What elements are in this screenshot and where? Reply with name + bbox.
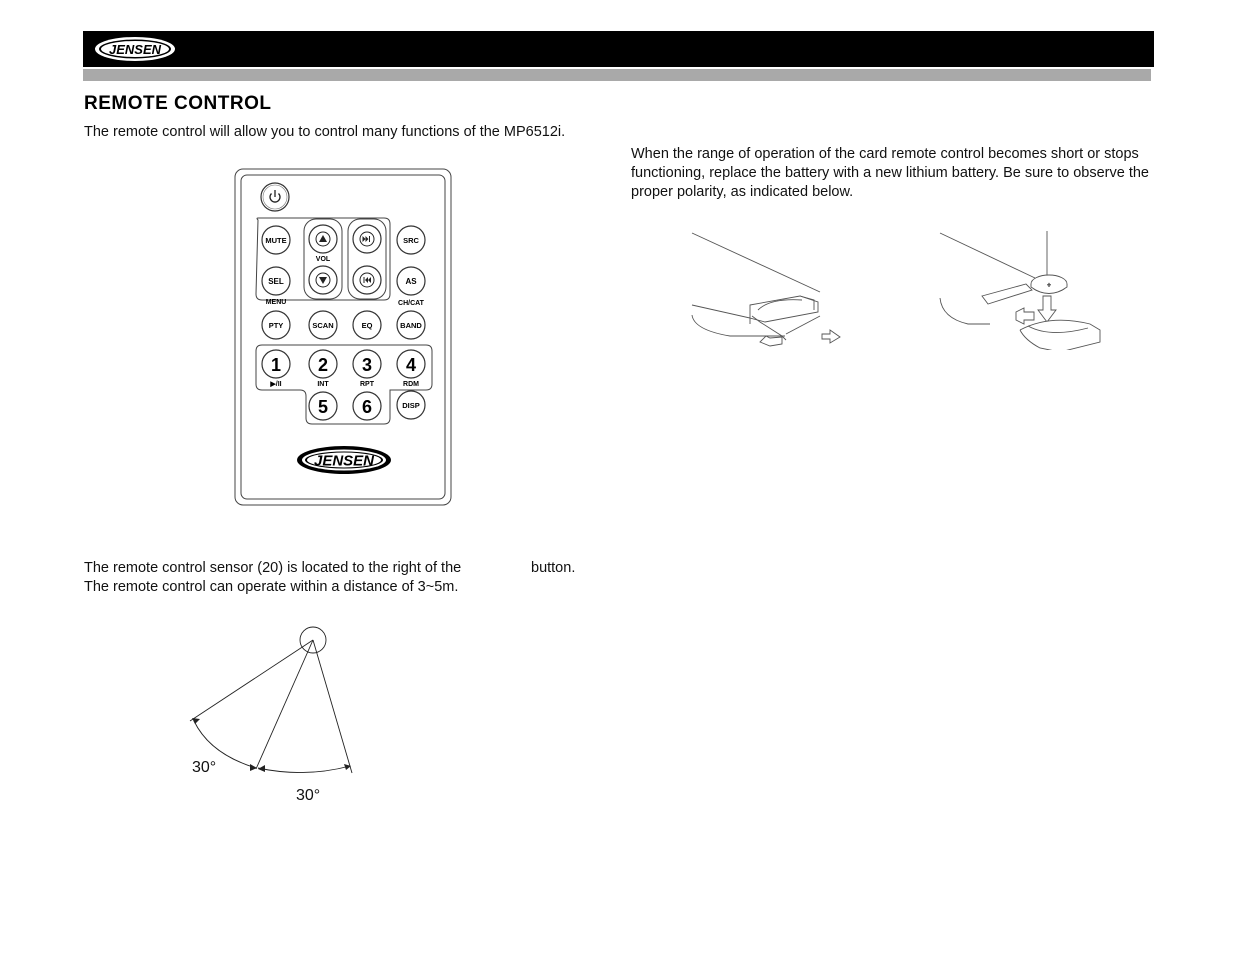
svg-text:+: + (1047, 283, 1051, 289)
prev-track-button (353, 266, 381, 294)
pull-arrow-icon (822, 330, 840, 343)
remote-jensen-logo (297, 446, 391, 474)
header-rule (83, 69, 1151, 81)
remote-control-illustration (234, 168, 454, 508)
src-button (397, 226, 425, 254)
vol-label: VOL (315, 256, 331, 263)
right-battery-slot (982, 284, 1032, 304)
rdm-label: RDM (403, 381, 419, 388)
jensen-logo (93, 34, 177, 64)
number-2-label: 2 (317, 355, 329, 375)
number-4-button (397, 350, 425, 378)
right-remote-bottom-edge (940, 298, 990, 324)
battery-replacement-illustration (690, 230, 1160, 350)
next-track-button (353, 225, 381, 253)
battery-text: When the range of operation of the card remote control becomes short or stops functioning, replace the battery with a new lithium battery. Be sure to observe the proper polarity, as indicated below. (631, 146, 1149, 200)
sensor-text-c: The remote control can operate within a distance of 3~5m. (84, 579, 459, 595)
remote-logo-text: JENSEN (313, 452, 375, 470)
sel-label: SEL (268, 277, 284, 286)
band-button (397, 311, 425, 339)
number-5-button (309, 392, 337, 420)
rpt-label: RPT (360, 381, 374, 388)
logo-text: JENSEN (108, 42, 162, 57)
push-arrow-icon (760, 336, 782, 346)
header-bar (83, 31, 1154, 67)
power-button (261, 183, 289, 211)
left-angle-label: 30° (192, 759, 217, 776)
sel-button (262, 267, 290, 295)
number-2-button (309, 350, 337, 378)
center-line (256, 640, 313, 769)
number-6-button (353, 392, 381, 420)
number-3-button (353, 350, 381, 378)
menu-label: MENU (265, 299, 287, 306)
number-4-label: 4 (405, 355, 417, 375)
intro-text: The remote control will allow you to control many functions of the MP6512i. (84, 124, 566, 140)
as-button (397, 267, 425, 295)
number-3-label: 3 (361, 355, 373, 375)
sensor-text-b: button. (531, 560, 576, 576)
as-label: AS (405, 277, 417, 286)
insert-arrow-icon (1038, 296, 1056, 322)
mute-label: MUTE (265, 236, 287, 245)
vol-down-button (309, 266, 337, 294)
number-1-button (262, 350, 290, 378)
band-label: BAND (400, 321, 422, 330)
disp-button (397, 391, 425, 419)
int-label: INT (317, 381, 329, 388)
number-5-label: 5 (317, 397, 329, 417)
chcat-label: CH/CAT (398, 300, 424, 307)
mute-button (262, 226, 290, 254)
right-remote-top-edge (940, 233, 1035, 278)
eq-button (353, 311, 381, 339)
pty-button (262, 311, 290, 339)
pty-label: PTY (268, 321, 284, 330)
left-boundary-line (190, 640, 313, 721)
page-title: REMOTE CONTROL (84, 93, 272, 114)
number-6-label: 6 (361, 397, 373, 417)
bottom-angle-arc (258, 766, 350, 773)
sensor-text-a: The remote control sensor (20) is located to the right of the (84, 560, 462, 576)
left-remote-top-edge (692, 233, 820, 292)
operating-angle-diagram (180, 620, 380, 810)
eq-label: EQ (361, 321, 373, 330)
vol-up-button (309, 225, 337, 253)
right-battery-tray (1020, 320, 1100, 350)
scan-button (309, 311, 337, 339)
left-arrow-icon (1016, 308, 1034, 324)
play-pause-label: ▶/II (270, 381, 282, 388)
disp-label: DISP (402, 401, 420, 410)
src-label: SRC (403, 236, 419, 245)
scan-label: SCAN (312, 321, 334, 330)
right-boundary-line (313, 640, 352, 773)
bottom-angle-label: 30° (296, 787, 321, 804)
number-1-label: 1 (270, 355, 282, 375)
